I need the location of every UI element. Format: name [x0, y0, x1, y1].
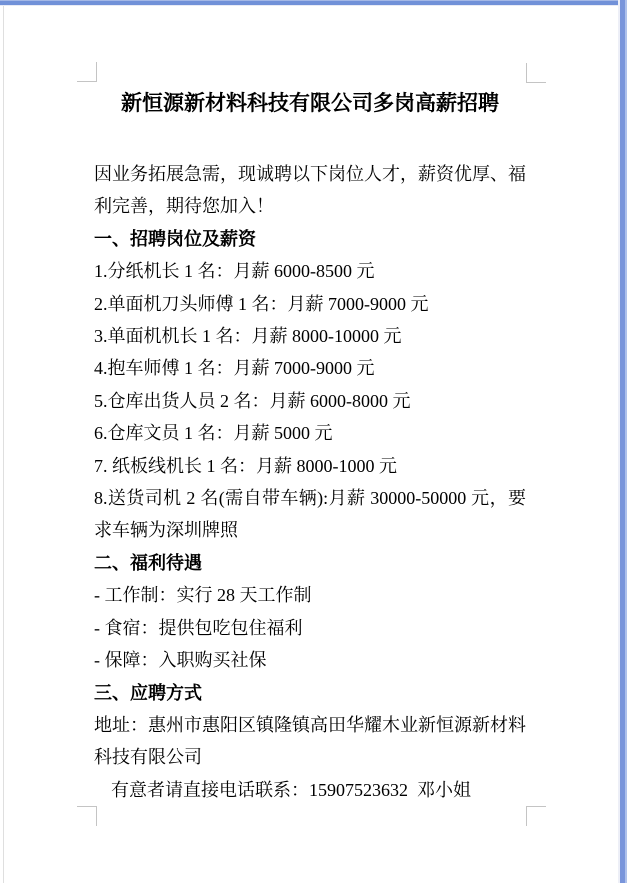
- job-item-6: 6.仓库文员 1 名：月薪 5000 元: [94, 423, 333, 444]
- window-border-top: [0, 0, 627, 6]
- section-heading-jobs: 一、招聘岗位及薪资: [94, 228, 256, 249]
- document-content: [94, 82, 526, 806]
- intro-paragraph: 因业务拓展急需，现诚聘以下岗位人才，薪资优厚、福利完善，期待您加入！: [94, 164, 526, 217]
- crop-mark-top-right: [526, 63, 546, 83]
- crop-mark-top-left: [77, 62, 97, 82]
- benefit-item-3: - 保障：入职购买社保: [94, 650, 267, 671]
- document-title: 新恒源新材料科技有限公司多岗高薪招聘: [121, 91, 499, 115]
- section-heading-apply: 三、应聘方式: [94, 682, 202, 703]
- job-item-5: 5.仓库出货人员 2 名：月薪 6000-8000 元: [94, 390, 411, 411]
- crop-mark-bottom-right: [526, 806, 546, 826]
- window-border-right: [618, 0, 627, 883]
- benefit-item-2: - 食宿：提供包吃包住福利: [94, 617, 303, 638]
- benefit-item-1: - 工作制：实行 28 天工作制: [94, 585, 312, 606]
- contact-line: 有意者请直接电话联系：15907523632 邓小姐: [111, 779, 471, 800]
- job-item-3: 3.单面机机长 1 名：月薪 8000-10000 元: [94, 326, 402, 347]
- job-item-4: 4.抱车师傅 1 名：月薪 7000-9000 元: [94, 358, 375, 379]
- job-item-1: 1.分纸机长 1 名：月薪 6000-8500 元: [94, 261, 375, 282]
- window-border-left: [3, 6, 4, 883]
- job-item-8: 8.送货司机 2 名(需自带车辆):月薪 30000-50000 元，要求车辆为深圳牌照: [94, 488, 526, 541]
- address-line: 地址：惠州市惠阳区镇隆镇高田华耀木业新恒源新材料科技有限公司: [94, 714, 526, 768]
- job-item-2: 2.单面机刀头师傅 1 名：月薪 7000-9000 元: [94, 293, 429, 314]
- job-item-7: 7. 纸板线机长 1 名：月薪 8000-1000 元: [94, 455, 397, 476]
- section-heading-benefits: 二、福利待遇: [94, 552, 202, 573]
- crop-mark-bottom-left: [77, 806, 97, 826]
